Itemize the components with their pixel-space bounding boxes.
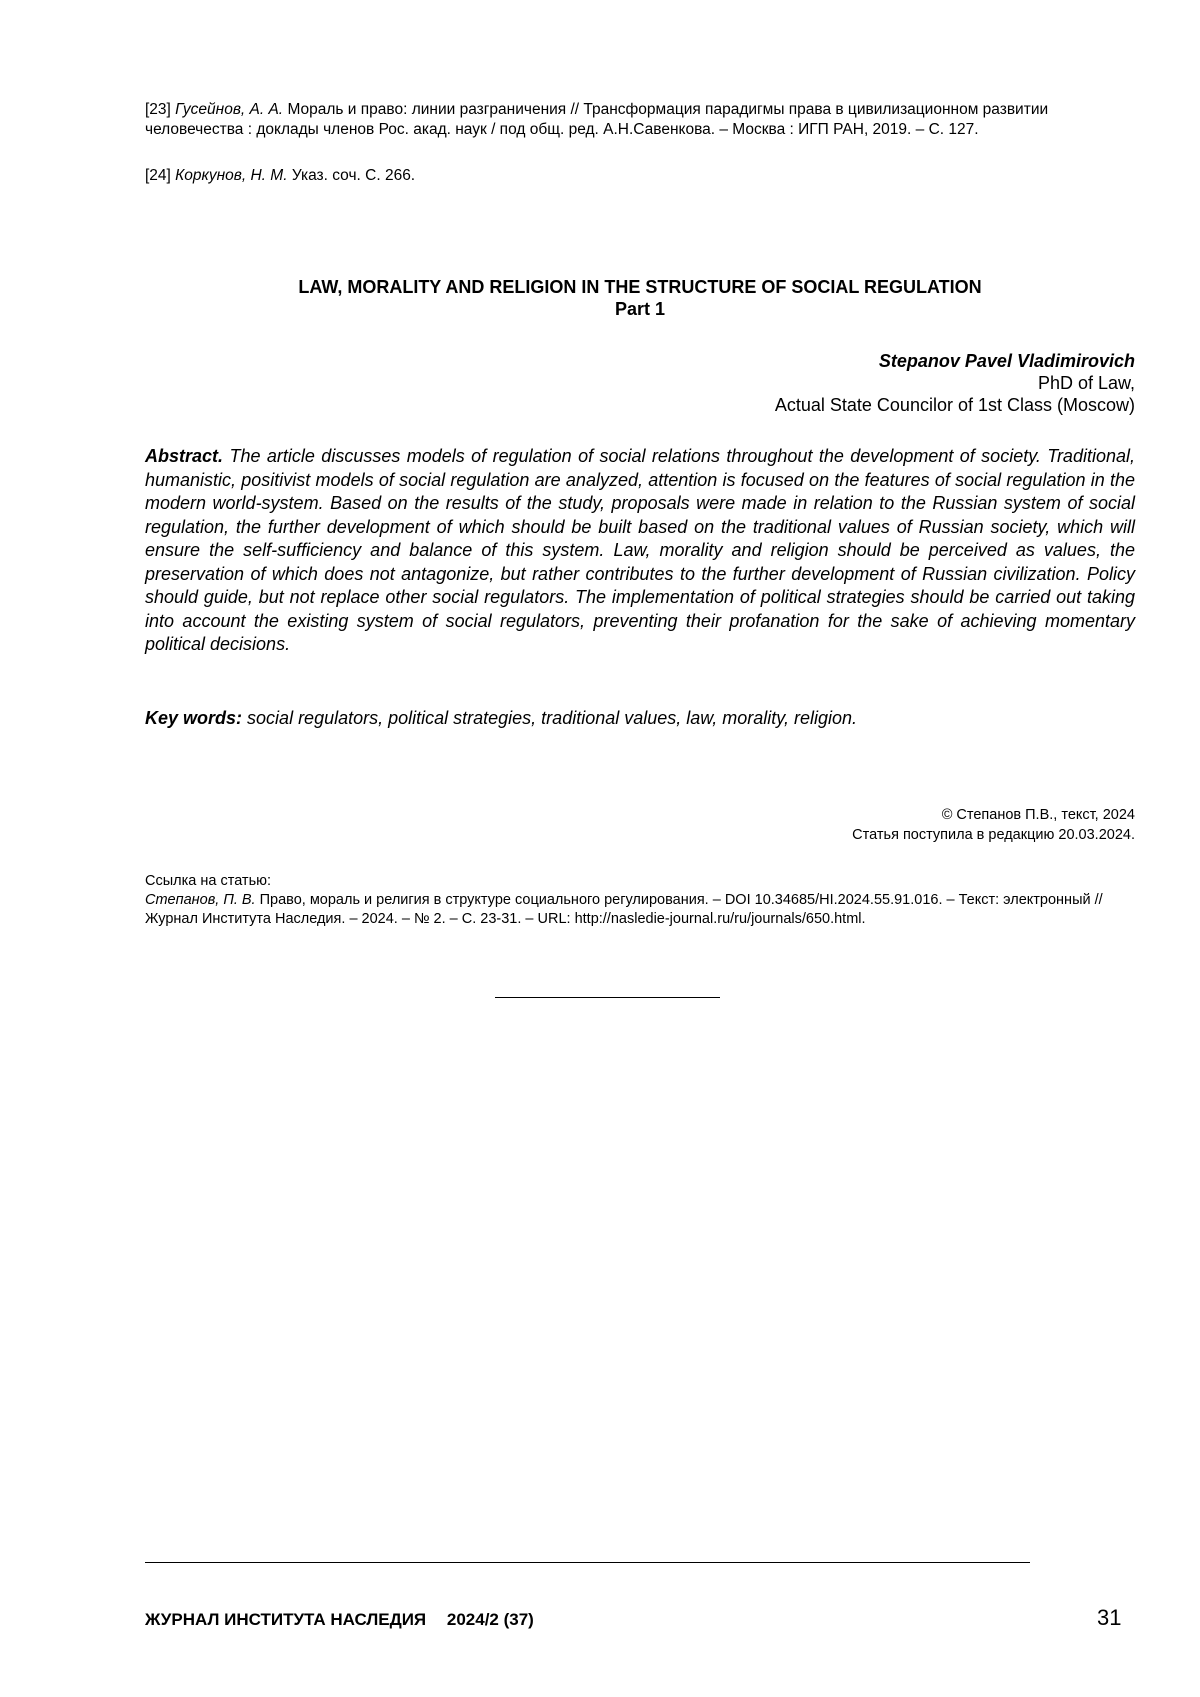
page-number: 31 [1097, 1605, 1122, 1630]
citation [145, 891, 1135, 929]
author-name: Stepanov Pavel Vladimirovich [878, 351, 1135, 371]
received-date: Статья поступила в редакцию 20.03.2024. [852, 827, 1135, 843]
keywords [145, 707, 1135, 730]
reference-24 [145, 166, 1135, 186]
reference-text: Мораль и право: линии разграничения // Трансформация парадигмы права в цивилизационном развитии человечества : доклады членов Рос. акад. наук / под общ. ред. А.Н.Савенкова. – Москва : ИГП РАН, 2019. – С. 127. [145, 101, 1049, 138]
journal-name: ЖУРНАЛ ИНСТИТУТА НАСЛЕДИЯ [145, 1610, 427, 1629]
abstract-label: Abstract. [145, 446, 224, 466]
keywords-text: social regulators, political strategies, traditional values, law, morality, religion. [247, 708, 857, 728]
article-title: LAW, MORALITY AND RELIGION IN THE STRUCTURE OF SOCIAL REGULATION [298, 277, 982, 297]
citation-author: Степанов, П. В. [145, 892, 256, 908]
reference-number: [23] [145, 101, 171, 118]
reference-text: Указ. соч. С. 266. [291, 167, 416, 184]
journal-issue: 2024/2 (37) [446, 1610, 534, 1629]
copyright-block [535, 805, 1135, 845]
journal-footer [145, 1610, 550, 1630]
footer-rule [145, 1562, 1030, 1563]
reference-author: Гусейнов, А. А. [175, 101, 284, 118]
abstract [145, 445, 1135, 657]
author-block [535, 350, 1135, 416]
keywords-label: Key words: [145, 708, 243, 728]
article-part: Part 1 [614, 299, 666, 319]
reference-author: Коркунов, Н. М. [175, 167, 288, 184]
author-position: Actual State Councilor of 1st Class (Moscow) [774, 395, 1135, 415]
author-degree: PhD of Law, [1037, 373, 1135, 393]
abstract-text: The article discusses models of regulation of social relations throughout the development of society. Traditional, humanistic, positivist models of social regulation are analyzed, attention is focused on the features of social regulation in the modern world-system. Based on the results of the study, proposals were made in relation to the Russian system of social regulation, the further development of which should be built based on the traditional values of Russian society, which will ensure the self-sufficiency and balance of this system. Law, morality and religion should be perceived as values, the preservation of which does not antagonize, but rather contributes to the further development of Russian civilization. Policy should guide, but not replace other social regulators. The implementation of political strategies should be carried out taking into account the existing system of social regulators, preventing their profanation for the sake of achieving momentary political decisions. [145, 446, 1135, 654]
reference-23 [145, 100, 1135, 140]
reference-number: [24] [145, 167, 171, 184]
short-separator [495, 997, 720, 998]
citation-label: Ссылка на статью: [145, 873, 272, 889]
copyright-line: © Степанов П.В., текст, 2024 [941, 807, 1135, 823]
citation-text: Право, мораль и религия в структуре социального регулирования. – DOI 10.34685/HI.2024.55.91.016. – Текст: электронный // Журнал Института Наследия. – 2024. – № 2. – С. 23-31. – URL: http://nasledie-journal.ru/ru/journals/650.html. [145, 892, 1103, 927]
